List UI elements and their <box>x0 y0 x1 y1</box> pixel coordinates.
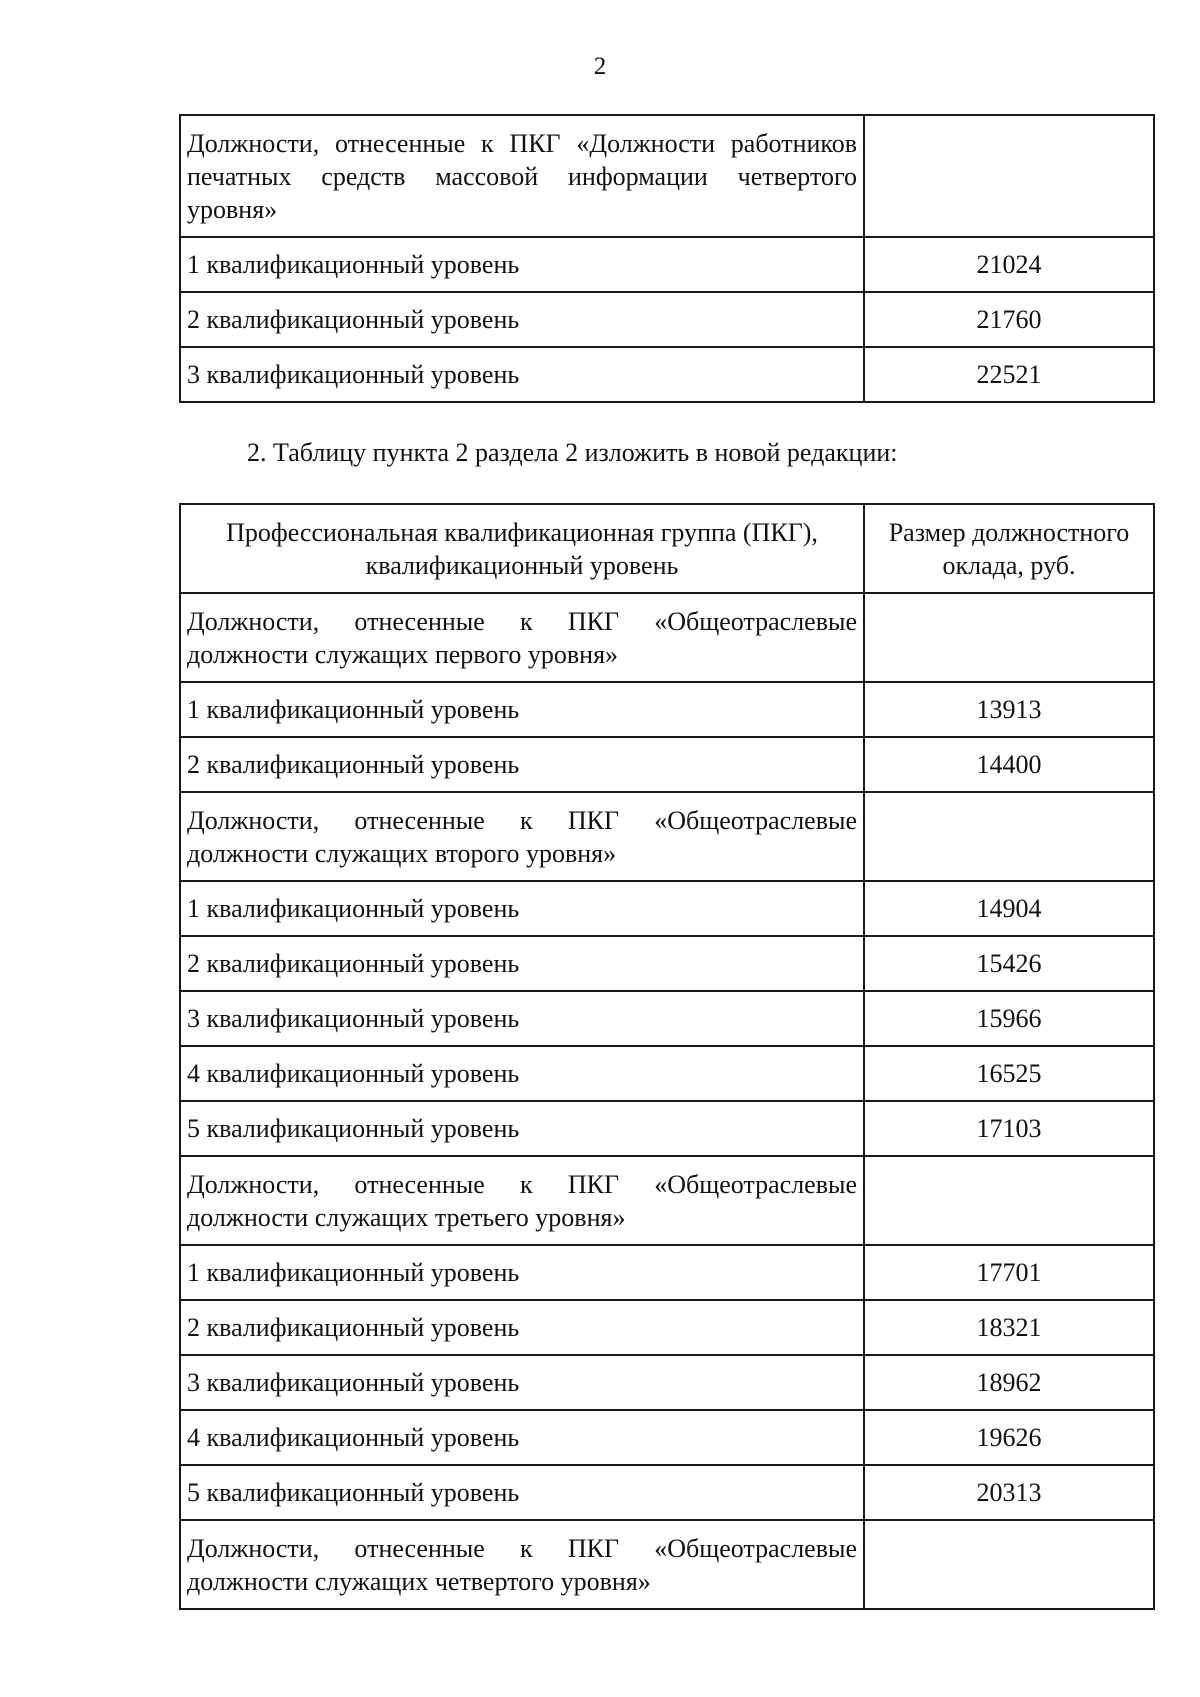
group-row <box>180 115 1154 237</box>
level-row <box>180 936 1154 991</box>
level-row <box>180 292 1154 347</box>
level-row <box>180 1245 1154 1300</box>
salary-table-continued <box>179 114 1155 403</box>
level-label-cell: 1 квалификационный уровень <box>180 237 864 292</box>
salary-value-cell: 14400 <box>864 737 1154 792</box>
salary-value-cell: 19626 <box>864 1410 1154 1465</box>
salary-value-cell: 16525 <box>864 1046 1154 1101</box>
group-row <box>180 593 1154 682</box>
level-row <box>180 1355 1154 1410</box>
level-row <box>180 347 1154 402</box>
level-row <box>180 682 1154 737</box>
salary-value-cell: 22521 <box>864 347 1154 402</box>
group-title-cell: Должности, отнесенные к ПКГ «Общеотраслевые должности служащих третьего уровня» <box>180 1156 864 1245</box>
level-label-cell: 2 квалификационный уровень <box>180 936 864 991</box>
group-title-cell: Должности, отнесенные к ПКГ «Общеотраслевые должности служащих второго уровня» <box>180 792 864 881</box>
salary-table-main <box>179 503 1155 1610</box>
salary-value-cell <box>864 593 1154 682</box>
group-row <box>180 1520 1154 1609</box>
group-row <box>180 1156 1154 1245</box>
salary-value-cell: 21024 <box>864 237 1154 292</box>
salary-value-cell: 21760 <box>864 292 1154 347</box>
level-row <box>180 1410 1154 1465</box>
level-label-cell: 1 квалификационный уровень <box>180 1245 864 1300</box>
salary-value-cell: 18962 <box>864 1355 1154 1410</box>
salary-value-cell: 13913 <box>864 682 1154 737</box>
salary-value-cell: 20313 <box>864 1465 1154 1520</box>
level-row <box>180 237 1154 292</box>
level-row <box>180 1101 1154 1156</box>
salary-value-cell: 17103 <box>864 1101 1154 1156</box>
level-row <box>180 1465 1154 1520</box>
salary-value-cell: 14904 <box>864 881 1154 936</box>
level-row <box>180 1300 1154 1355</box>
level-label-cell: 2 квалификационный уровень <box>180 1300 864 1355</box>
page-number: 2 <box>593 53 607 80</box>
group-title-cell: Должности, отнесенные к ПКГ «Должности работников печатных средств массовой информации четвертого уровня» <box>180 115 864 237</box>
header-salary-column: Размер должностного оклада, руб. <box>864 504 1154 593</box>
level-label-cell: 4 квалификационный уровень <box>180 1410 864 1465</box>
amendment-paragraph: 2. Таблицу пункта 2 раздела 2 изложить в новой редакции: <box>247 438 898 467</box>
salary-value-cell <box>864 792 1154 881</box>
salary-value-cell: 18321 <box>864 1300 1154 1355</box>
table-body <box>180 504 1154 1609</box>
group-row <box>180 792 1154 881</box>
level-row <box>180 737 1154 792</box>
level-label-cell: 3 квалификационный уровень <box>180 1355 864 1410</box>
table-body <box>180 115 1154 402</box>
level-label-cell: 2 квалификационный уровень <box>180 292 864 347</box>
table-header-row <box>180 504 1154 593</box>
level-label-cell: 5 квалификационный уровень <box>180 1101 864 1156</box>
level-label-cell: 5 квалификационный уровень <box>180 1465 864 1520</box>
salary-value-cell <box>864 1156 1154 1245</box>
group-title-cell: Должности, отнесенные к ПКГ «Общеотраслевые должности служащих четвертого уровня» <box>180 1520 864 1609</box>
level-row <box>180 881 1154 936</box>
salary-value-cell: 15426 <box>864 936 1154 991</box>
level-row <box>180 1046 1154 1101</box>
level-label-cell: 3 квалификационный уровень <box>180 991 864 1046</box>
level-label-cell: 1 квалификационный уровень <box>180 881 864 936</box>
header-group-column: Профессиональная квалификационная группа (ПКГ), квалификационный уровень <box>180 504 864 593</box>
level-label-cell: 1 квалификационный уровень <box>180 682 864 737</box>
salary-value-cell <box>864 115 1154 237</box>
salary-value-cell <box>864 1520 1154 1609</box>
group-title-cell: Должности, отнесенные к ПКГ «Общеотраслевые должности служащих первого уровня» <box>180 593 864 682</box>
salary-value-cell: 17701 <box>864 1245 1154 1300</box>
level-label-cell: 4 квалификационный уровень <box>180 1046 864 1101</box>
level-row <box>180 991 1154 1046</box>
salary-value-cell: 15966 <box>864 991 1154 1046</box>
level-label-cell: 3 квалификационный уровень <box>180 347 864 402</box>
level-label-cell: 2 квалификационный уровень <box>180 737 864 792</box>
